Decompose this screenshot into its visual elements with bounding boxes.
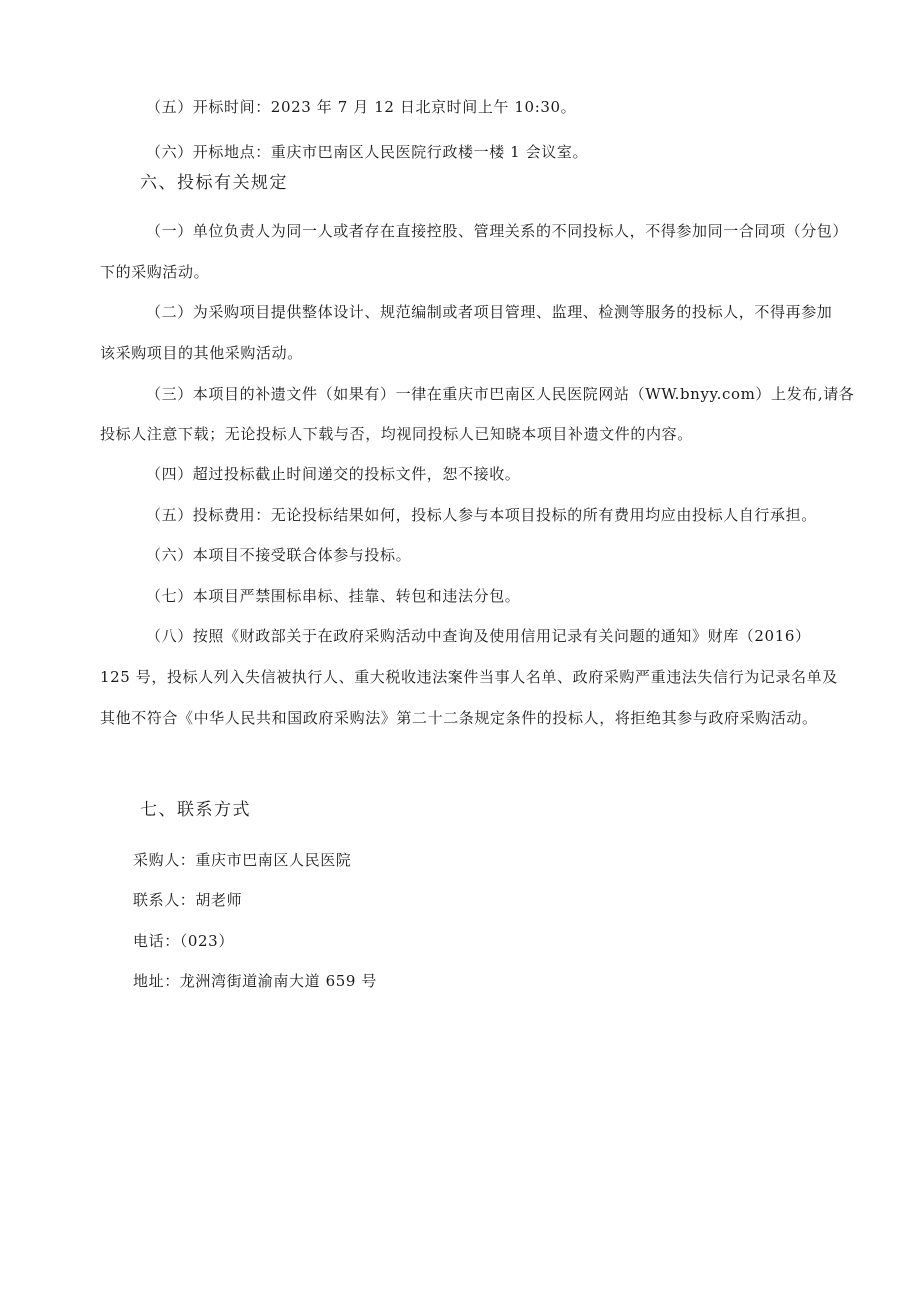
rule-7: （七）本项目严禁围标串标、挂靠、转包和违法分包。 bbox=[146, 587, 521, 605]
rule-1-line-2: 下的采购活动。 bbox=[100, 263, 210, 281]
rule-8-line-2: 125 号，投标人列入失信被执行人、重大税收违法案件当事人名单、政府采购严重违法失信行为记录名单及 bbox=[100, 668, 838, 686]
phone: 电话：（023） bbox=[133, 932, 234, 950]
rule-3-line-1: （三）本项目的补遗文件（如果有）一律在重庆市巴南区人民医院网站（WW.bnyy.com）上发布,请各 bbox=[146, 385, 855, 403]
rule-2-line-2: 该采购项目的其他采购活动。 bbox=[100, 344, 303, 362]
rule-8-line-1: （八）按照《财政部关于在政府采购活动中查询及使用信用记录有关问题的通知》财库（2016） bbox=[146, 627, 811, 645]
rule-2-line-1: （二）为采购项目提供整体设计、规范编制或者项目管理、监理、检测等服务的投标人，不得再参加 bbox=[146, 303, 833, 321]
rule-8-line-3: 其他不符合《中华人民共和国政府采购法》第二十二条规定条件的投标人，将拒绝其参与政府采购活动。 bbox=[100, 709, 818, 727]
section-heading-bidding-rules: 六、投标有关规定 bbox=[140, 173, 288, 193]
bid-opening-location: （六）开标地点：重庆市巴南区人民医院行政楼一楼 1 会议室。 bbox=[146, 143, 589, 161]
rule-5: （五）投标费用：无论投标结果如何，投标人参与本项目投标的所有费用均应由投标人自行承担。 bbox=[146, 506, 817, 524]
section-heading-contact: 七、联系方式 bbox=[140, 800, 251, 820]
purchaser: 采购人：重庆市巴南区人民医院 bbox=[133, 851, 352, 869]
address: 地址：龙洲湾街道渝南大道 659 号 bbox=[133, 972, 377, 990]
bid-opening-time: （五）开标时间：2023 年 7 月 12 日北京时间上午 10:30。 bbox=[146, 98, 577, 116]
rule-1-line-1: （一）单位负责人为同一人或者存在直接控股、管理关系的不同投标人，不得参加同一合同项（分包） bbox=[146, 222, 849, 240]
rule-3-line-2: 投标人注意下载；无论投标人下载与否，均视同投标人已知晓本项目补遗文件的内容。 bbox=[100, 425, 693, 443]
contact-person: 联系人：胡老师 bbox=[133, 891, 243, 909]
rule-4: （四）超过投标截止时间递交的投标文件，恕不接收。 bbox=[146, 465, 521, 483]
rule-6: （六）本项目不接受联合体参与投标。 bbox=[146, 546, 412, 564]
